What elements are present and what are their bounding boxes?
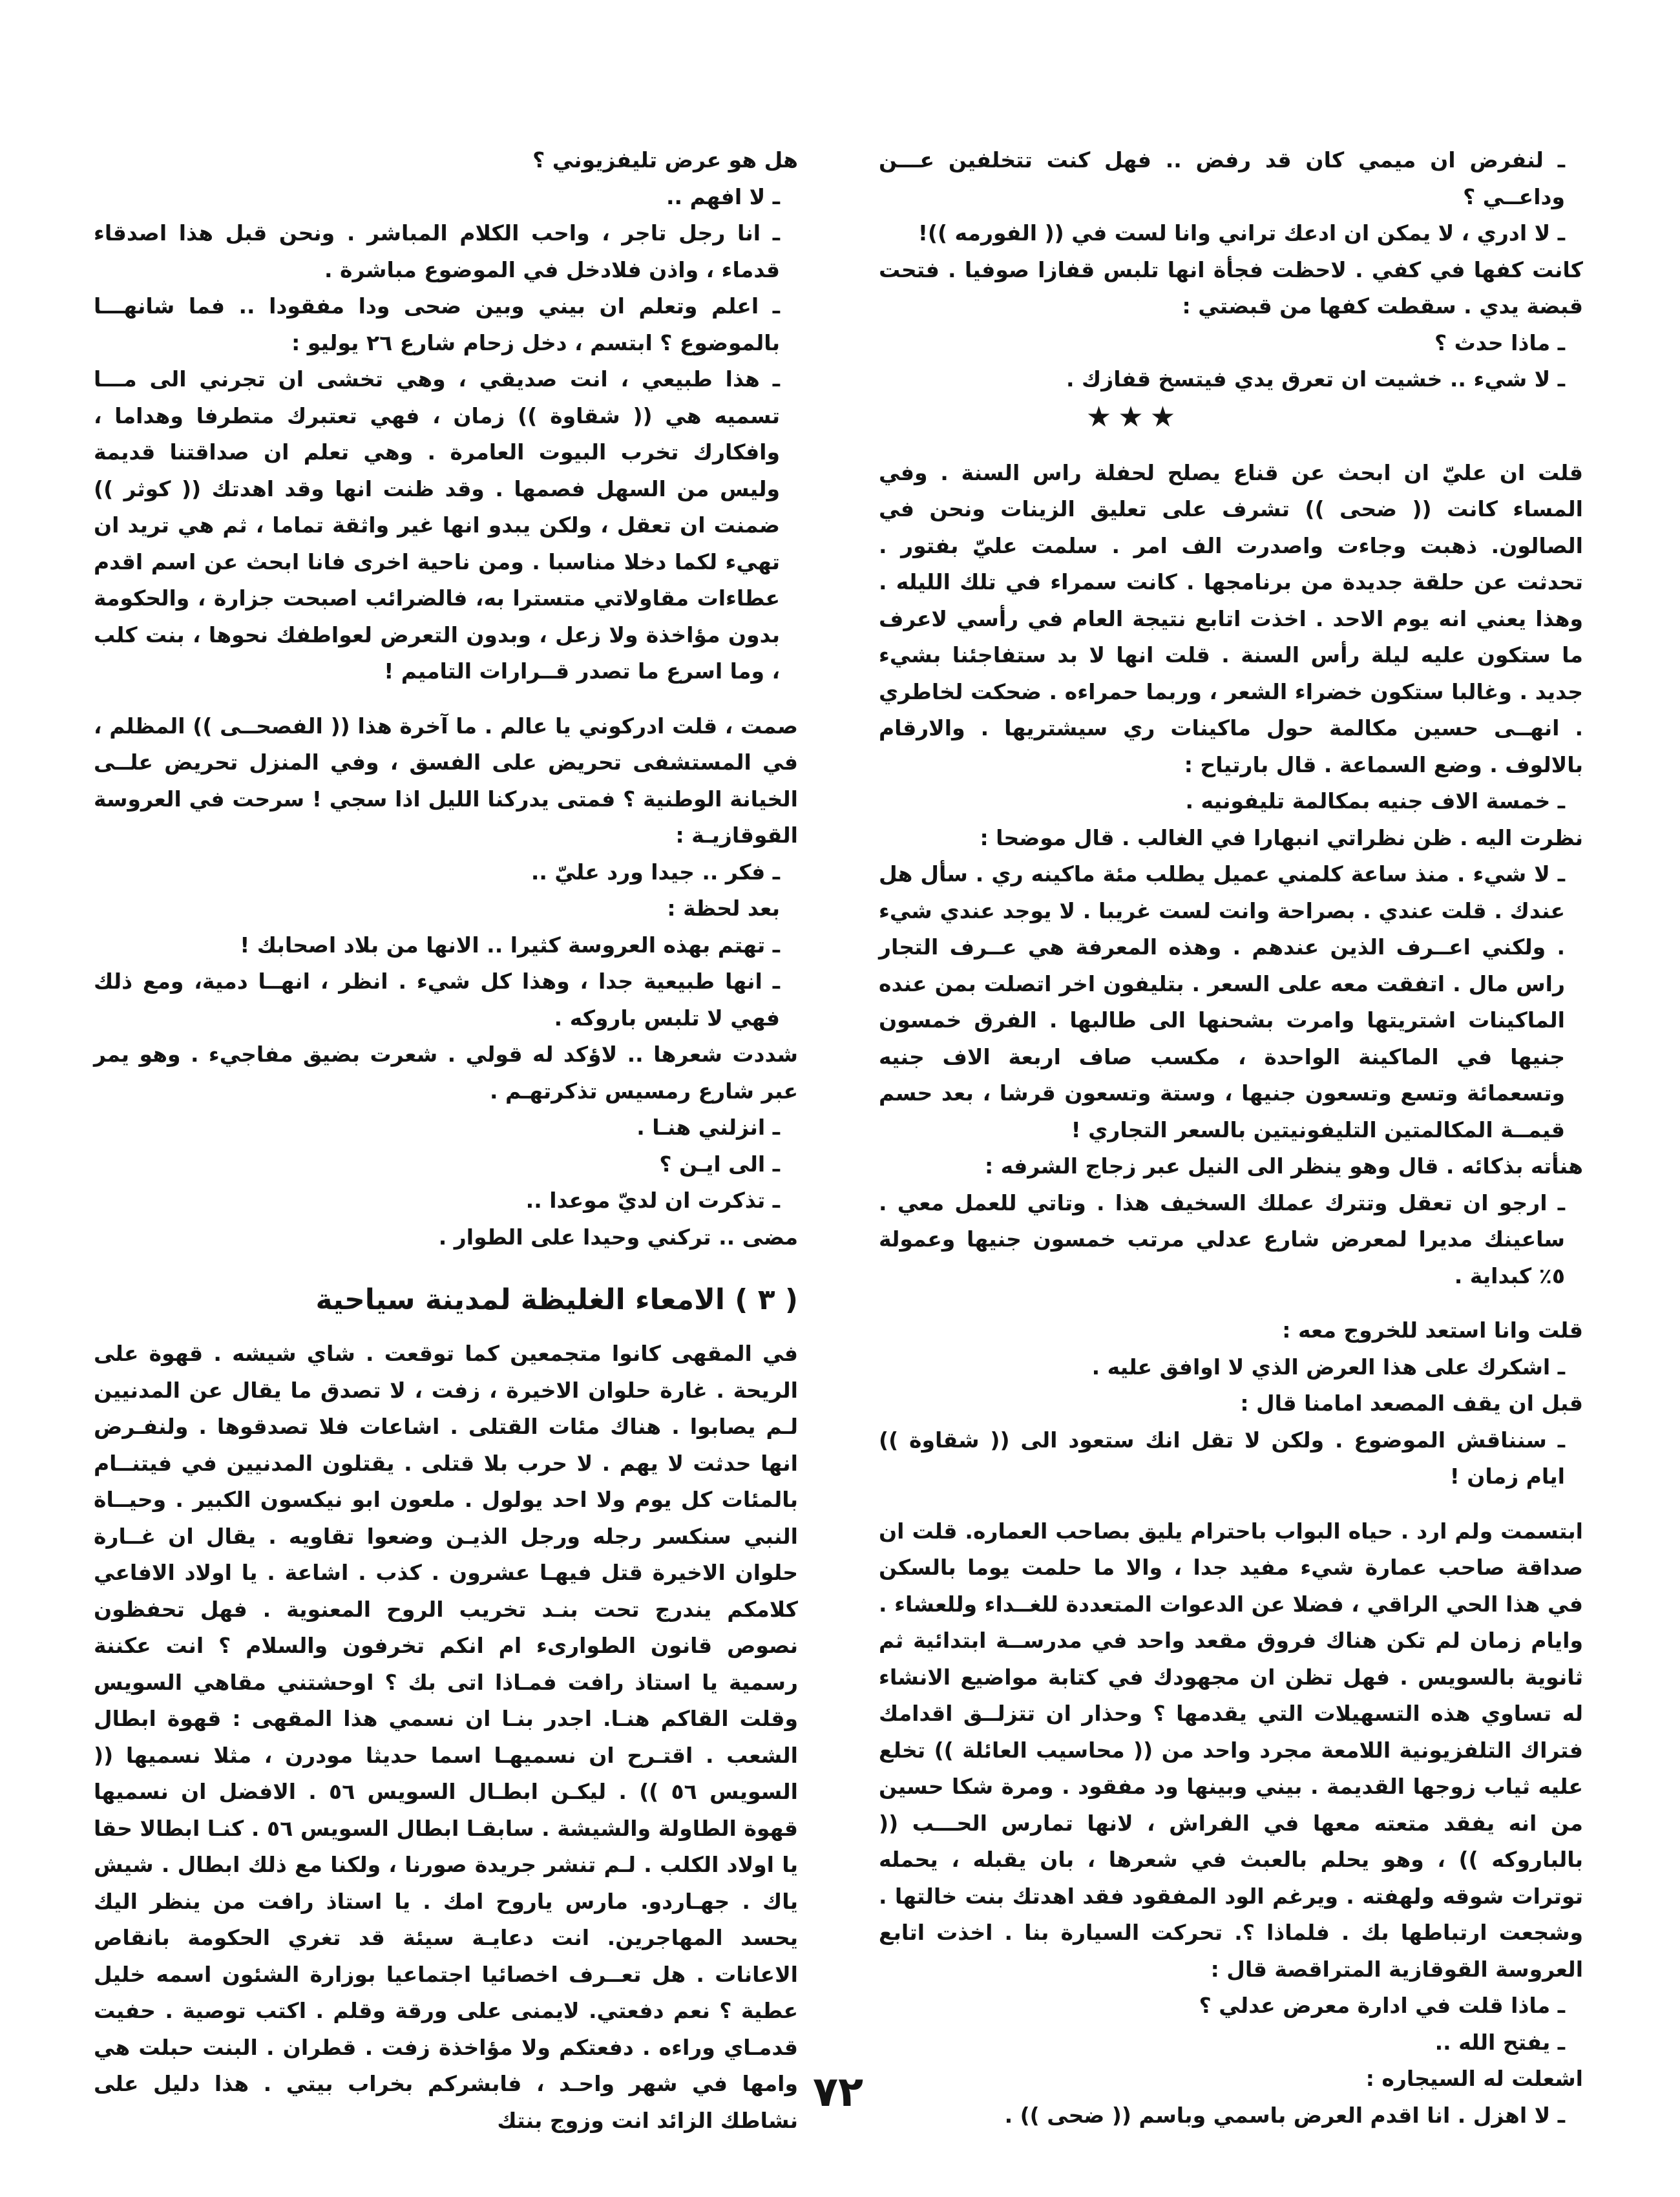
dialogue-line: ـ هذا طبيعي ، انت صديقي ، وهي تخشى ان تجرني الى مـــا تسميه هي (( شقاوة )) زمان ، فهي تعتبرك متطرفا وهداما ، وافكارك تخرب البيوت العامرة . وهي تعلم ان صداقتنا قديمة وليس من السهل فصمها . وقد ظنت انها وقد اهدتك (( كوثر )) ضمنت ان تعقل ، ولكن يبدو انها غير واثقة تماما ، ثم هي تريد ان تهيء لكما دخلا مناسبا . ومن ناحية اخرى فانا ابحث عن اسم اقدم عطاءات مقاولاتي متسترا به، فالضرائب اصبحت جزارة ، والحكومة بدون مؤاخذة ولا زعل ، وبدون التعرض لعواطفك نحوها ، بنت كلب ، وما اسرع ما تصدر قــرارات التاميم ! — [94, 366, 780, 684]
dialogue-line: ـ الى ايـن ؟ — [659, 1151, 780, 1177]
dialogue-line: ـ لا شيء . منذ ساعة كلمني عميل يطلب مئة ماكينه ري . سأل هل عندك . قلت عندي . بصراحة وانت لست غريبا . لا يوجد عندي شيء . ولكني اعــرف الذين عندهم . وهذه المعرفة هي عــرف التجار راس مال . اتفقت معه على السعر . بتليفون اخر اتصلت بمن عنده الماكينات اشتريتها وامرت بشحنها الى طالبها . الفرق خمسون جنيها في الماكينة الواحدة ، مكسب صاف اربعة الاف جنيه وتسعمائة وتسع وتسعون جنيها ، وستة وتسعون قرشا ، بعد حسم قيمــة المكالمتين التليفونيتين بالسعر التجاري ! — [879, 861, 1565, 1142]
dialogue-line: ـ لنفرض ان ميمي كان قد رفض .. فهل كنت تتخلفين عـــن وداعــي ؟ — [879, 147, 1565, 209]
paragraph: قلت وانا استعد للخروج معه : — [1282, 1318, 1583, 1343]
dialogue-line: ـ ارجو ان تعقل وتترك عملك السخيف هذا . وتاتي للعمل معي . ساعينك مديرا لمعرض شارع عدلي مرتب خمسون جنيها وعمولة ٥٪ كبداية . — [879, 1190, 1565, 1288]
dialogue-line: ـ لا شيء .. خشيت ان تعرق يدي فيتسخ قفازك . — [1066, 366, 1565, 392]
dialogue-line: ـ لا ادري ، لا يمكن ان ادعك تراني وانا لست في (( الفورمه ))! — [918, 220, 1565, 246]
paragraph: ابتسمت ولم ارد . حياه البواب باحترام يليق بصاحب العماره. قلت ان صداقة صاحب عمارة شيء مفيد جدا ، والا ما حلمت يوما بالسكن في هذا الحي الراقي ، فضلا عن الدعوات المتعددة للغــداء وللعشاء . وايام زمان لم تكن هناك فروق مقعد واحد في مدرســة ابتدائية ثم ثانوية بالسويس . فهل تظن ان مجهودك في كتابة مواضيع الانشاء له تساوي هذه التسهيلات التي يقدمها ؟ وحذار ان تتزلــق اقدامك فتراك التلفزيونية اللامعة مجرد واحد من (( محاسيب العائلة )) تخلع عليه ثياب زوجها القديمة . بيني وبينها ود مفقود . ومرة شكا حسين من انه يفقد متعته معها في الفراش ، لانها تمارس الحـــب (( بالباروكه )) ، وهو يحلم بالعبث في شعرها ، بان يقبله ، يحمله توترات شوقه ولهفته . ويرغم الود المفقود فقد اهدتك بنت خالتها . وشجعت ارتباطها بك . فلماذا ؟. تحركت السيارة بنا . اخذت اتابع العروسة القوقازية المتراقصة قال : — [879, 1518, 1583, 1982]
paragraph: اشعلت له السيجاره : — [1365, 2066, 1583, 2091]
paragraph: هنأته بذكائه . قال وهو ينظر الى النيل عبر زجاج الشرفه : — [984, 1153, 1583, 1179]
paragraph: صمت ، قلت ادركوني يا عالم . ما آخرة هذا (( الفصحــى )) المظلم ، في المستشفى تحريض على الفسق ، وفي المنزل تحريض علــى الخيانة الوطنية ؟ فمتى يدركنا الليل اذا سجي ! سرحت في العروسة القوقازيـة : — [94, 713, 798, 848]
paragraph: قبل ان يقف المصعد امامنا قال : — [1240, 1391, 1583, 1416]
right-column — [879, 142, 1583, 2134]
dialogue-line: ـ لا اهزل . انا اقدم العرض باسمي وباسم (( ضحى )) . — [1004, 2102, 1565, 2128]
dialogue-line: ـ تهتم بهذه العروسة كثيرا .. الانها من بلاد اصحابك ! — [240, 932, 780, 958]
left-column — [94, 142, 798, 2139]
dialogue-line: ـ اعلم وتعلم ان بيني وبين ضحى ودا مفقودا .. فما شانهـــا بالموضوع ؟ ابتسم ، دخل زحام شارع ٢٦ يوليو : — [94, 293, 780, 355]
page-number: ٧٢ — [812, 2068, 864, 2116]
paragraph: هل هو عرض تليفزيوني ؟ — [532, 147, 798, 173]
paragraph: نظرت اليه . ظن نظراتي انبهارا في الغالب . قال موضحا : — [980, 825, 1583, 850]
paragraph: مضى .. تركني وحيدا على الطوار . — [438, 1224, 798, 1250]
dialogue-line: ـ انزلني هنـا . — [636, 1115, 780, 1140]
dialogue-line: ـ انا رجل تاجر ، واحب الكلام المباشر . ونحن قبل هذا اصدقاء قدماء ، واذن فلادخل في الموضوع مباشرة . — [94, 220, 780, 282]
dialogue-line: ـ تذكرت ان لديّ موعدا .. — [525, 1188, 780, 1213]
dialogue-line: ـ سنناقش الموضوع . ولكن لا تقل انك ستعود الى (( شقاوة )) ايام زمان ! — [879, 1427, 1565, 1489]
section-divider-stars: ★★★ — [1086, 400, 1182, 434]
paragraph: شددت شعرها .. لاؤكد له قولي . شعرت بضيق مفاجيء . وهو يمر عبر شارع رمسيس تذكرتهـم . — [94, 1042, 798, 1104]
paragraph: قلت ان عليّ ان ابحث عن قناع يصلح لحفلة راس السنة . وفي المساء كانت (( ضحى )) تشرف على تعليق الزينات ونحن في الصالون. ذهبت وجاءت واصدرت الف امر . سلمت عليّ بفتور . تحدثت عن حلقة جديدة من برنامجها . كانت سمراء في تلك الليله . وهذا يعني انه يوم الاحد . اخذت اتابع نتيجة العام في رأسي لاعرف ما ستكون عليه ليلة رأس السنة . قلت انها لا بد ستفاجئنا بشيء جديد . وغالبا ستكون خضراء الشعر ، وربما حمراءه . ضحكت لخاطري . انهــى حسين مكالمة حول ماكينات ري سيشتريها . والارقام بالالوف . وضع السماعة . قال بارتياح : — [879, 459, 1583, 777]
section-heading: ( ٣ ) الامعاء الغليظة لمدينة سياحية — [315, 1283, 798, 1316]
paragraph: كانت كفها في كفي . لاحظت فجأة انها تلبس قفازا صوفيا . فتحت قبضة يدي . سقطت كفها من قبضتي : — [879, 257, 1583, 319]
dialogue-line: ـ فكر .. جيدا ورد عليّ .. — [530, 859, 780, 885]
dialogue-line: ـ اشكرك على هذا العرض الذي لا اوافق عليه . — [1091, 1354, 1565, 1380]
dialogue-line: ـ لا افهم .. — [666, 184, 780, 209]
paragraph: بعد لحظة : — [667, 896, 780, 921]
paragraph: في المقهى كانوا متجمعين كما توقعت . شاي شيشه . قهوة على الريحة . غارة حلوان الاخيرة ، زفت ، لا تصدق ما يقال عن المدنيين لـم يصابوا . هناك مئات القتلى . اشاعات فلا تصدقوها . ولنفـرض انها حدثت لا يهم . لا حرب بلا قتلى . يقتلون المدنيين في فيتنــام بالمئات كل يوم ولا احد يولول . ملعون ابو نيكسون الكبير . وحيــاة النبي سنكسر رجله ورجل الذيـن وضعوا تقاويه . يقال ان غــارة حلوان الاخيرة قتل فيهـا عشرون . كذب . اشاعة . يا اولاد الافاعي كلامكم يندرج تحت بنـد تخريب الروح المعنوية . فهل تحفظون نصوص قانون الطوارىء ام انكم تخرفون والسلام ؟ انت عكننة رسمية يا استاذ رافت فمـاذا اتى بك ؟ اوحشتني مقاهي السويس وقلت القاكم هنـا. اجدر بنـا ان نسمي هذا المقهى : قهوة ابطال الشعب . اقتـرح ان نسميهـا اسما حديثا مودرن ، مثلا نسميها (( السويس ٥٦ )) . ليكـن ابطـال السويس ٥٦ . الافضل ان نسميها قهوة الطاولة والشيشة . سابقـا ابطال السويس ٥٦ . كنـا ابطالا حقا يا اولاد الكلب . لـم تنشر جريدة صورنا ، ولكنا مع ذلك ابطال . شيش ياك . جهـاردو. مارس ياروح امك . يا استاذ رافت من ينظر اليك يحسد المهاجرين. انت دعايـة سيئة قد تغري الحكومة بانقاص الاعانات . هل تعــرف اخصائيا اجتماعيا بوزارة الشئون اسمه خليل عطية ؟ نعم دفعتي. لايمنى على ورقة وقلم . اكتب توصية . حفيت قدمـاي وراءه . دفعتكم ولا مؤاخذة زفت . قطران . البنت حبلت هي وامها في شهر واحـد ، فابشركم بخراب بيتي . هذا دليل على نشاطك الزائد انت وزوج بنتك — [94, 1341, 799, 2133]
dialogue-line: ـ خمسة الاف جنيه بمكالمة تليفونيه . — [1185, 788, 1565, 814]
dialogue-line: ـ ماذا قلت في ادارة معرض عدلي ؟ — [1199, 1993, 1565, 2018]
dialogue-line: ـ انها طبيعية جدا ، وهذا كل شيء . انظر ، انهــا دمية، ومع ذلك فهي لا تلبس باروكه . — [94, 969, 780, 1031]
dialogue-line: ـ ماذا حدث ؟ — [1434, 330, 1565, 355]
dialogue-line: ـ يفتح الله .. — [1434, 2029, 1565, 2055]
